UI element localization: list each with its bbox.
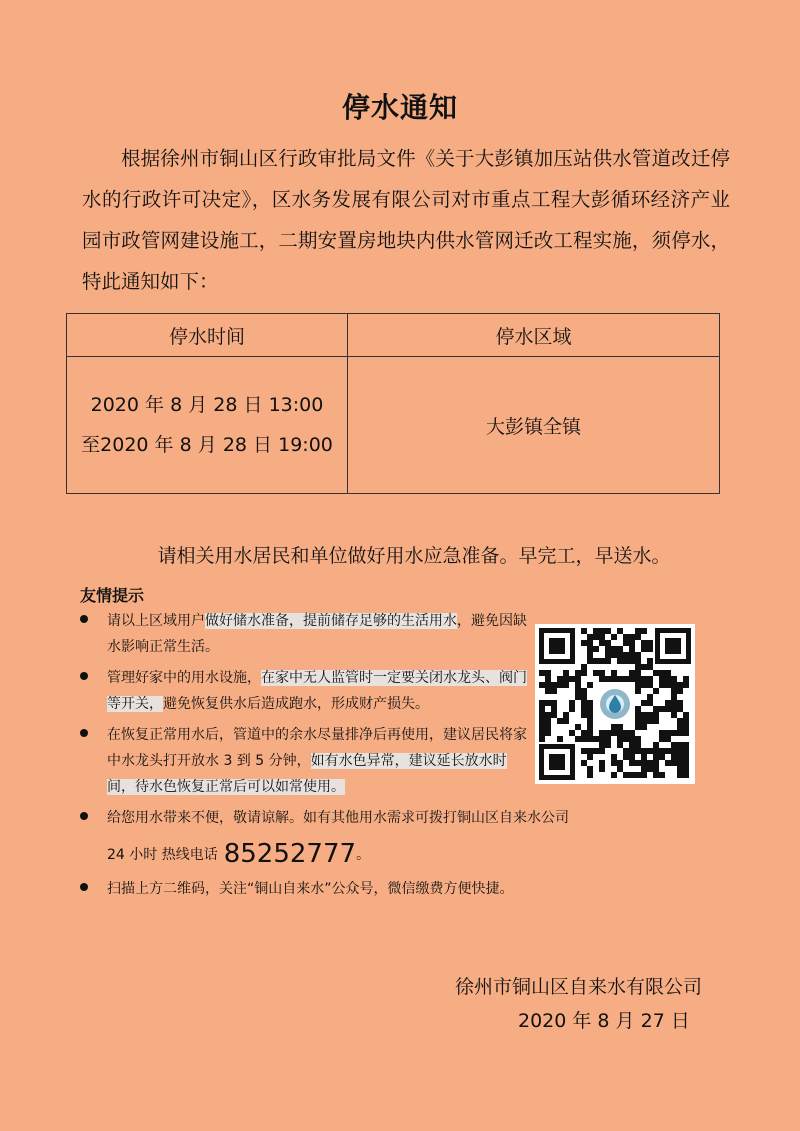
qr-module xyxy=(569,676,575,682)
qr-module xyxy=(683,772,689,778)
qr-module xyxy=(641,718,647,724)
qr-module xyxy=(587,706,593,712)
qr-module xyxy=(641,646,647,652)
qr-module xyxy=(563,682,569,688)
qr-module xyxy=(635,652,641,658)
qr-module xyxy=(581,670,587,676)
qr-module xyxy=(545,730,551,736)
qr-module xyxy=(593,646,599,652)
qr-module xyxy=(605,628,611,634)
qr-module xyxy=(593,748,599,754)
qr-module xyxy=(641,748,647,754)
qr-module xyxy=(623,658,629,664)
qr-module xyxy=(683,742,689,748)
qr-module xyxy=(635,772,641,778)
qr-module xyxy=(647,658,653,664)
qr-module xyxy=(677,748,683,754)
qr-module xyxy=(647,760,653,766)
qr-module xyxy=(587,754,593,760)
qr-module xyxy=(647,640,653,646)
qr-module xyxy=(665,700,671,706)
qr-module xyxy=(587,682,593,688)
qr-module xyxy=(641,724,647,730)
qr-module xyxy=(539,718,545,724)
qr-module xyxy=(617,646,623,652)
qr-module xyxy=(653,766,659,772)
qr-module xyxy=(659,754,665,760)
qr-module xyxy=(605,646,611,652)
qr-module xyxy=(599,628,605,634)
qr-module xyxy=(677,688,683,694)
qr-module xyxy=(581,700,587,706)
qr-module xyxy=(587,646,593,652)
qr-module xyxy=(611,634,617,640)
qr-module xyxy=(659,748,665,754)
qr-module xyxy=(623,730,629,736)
qr-module xyxy=(629,730,635,736)
qr-module xyxy=(641,628,647,634)
outage-area-cell: 大彭镇全镇 xyxy=(348,357,720,494)
qr-module xyxy=(551,706,557,712)
qr-module xyxy=(641,760,647,766)
qr-module xyxy=(653,712,659,718)
qr-module xyxy=(593,736,599,742)
tip-item: 给您用水带来不便，敬请谅解。如有其他用水需求可拨打铜山区自来水公司 24 小时 热线电话 85252777。 xyxy=(78,805,688,871)
qr-module xyxy=(647,664,653,670)
qr-module xyxy=(623,652,629,658)
qr-module xyxy=(593,670,599,676)
outage-start: 2020 年 8 月 28 日 13:00 xyxy=(90,394,324,416)
hotline-number: 85252777 xyxy=(223,839,357,869)
qr-module xyxy=(575,688,581,694)
qr-module xyxy=(677,718,683,724)
qr-module xyxy=(563,712,569,718)
qr-module xyxy=(545,718,551,724)
qr-module xyxy=(647,700,653,706)
qr-module xyxy=(569,700,575,706)
qr-module xyxy=(629,772,635,778)
qr-module xyxy=(671,748,677,754)
tips-heading: 友情提示 xyxy=(80,586,145,605)
qr-module xyxy=(635,706,641,712)
qr-module xyxy=(587,658,593,664)
qr-module xyxy=(557,682,563,688)
qr-module xyxy=(641,664,647,670)
qr-module xyxy=(671,742,677,748)
intro-paragraph: 根据徐州市铜山区行政审批局文件《关于大彭镇加压站供水管道改迁停水的行政许可决定》，区水务发展有限公司对市重点工程大彭循环经济产业园市政管网建设施工，二期安置房地块内供水管网迁改工程实施，须停水，特此通知如下： xyxy=(82,147,730,293)
qr-module xyxy=(623,772,629,778)
qr-module xyxy=(575,676,581,682)
page-title: 停水通知 xyxy=(341,91,458,124)
qr-module xyxy=(551,688,557,694)
qr-module xyxy=(671,730,677,736)
qr-module xyxy=(683,676,689,682)
qr-module xyxy=(659,682,665,688)
qr-module xyxy=(605,736,611,742)
qr-module xyxy=(671,694,677,700)
qr-module xyxy=(629,748,635,754)
qr-module xyxy=(641,766,647,772)
qr-module xyxy=(653,760,659,766)
qr-module xyxy=(641,772,647,778)
qr-module xyxy=(617,736,623,742)
qr-module xyxy=(647,766,653,772)
qr-module xyxy=(623,736,629,742)
qr-module xyxy=(641,682,647,688)
qr-module xyxy=(653,718,659,724)
qr-module xyxy=(635,724,641,730)
qr-module xyxy=(635,628,641,634)
qr-module xyxy=(671,676,677,682)
qr-module xyxy=(605,640,611,646)
qr-module xyxy=(581,640,587,646)
qr-module xyxy=(677,700,683,706)
qr-module xyxy=(617,652,623,658)
qr-module xyxy=(563,718,569,724)
qr-module xyxy=(623,634,629,640)
qr-module xyxy=(653,754,659,760)
qr-module xyxy=(581,748,587,754)
qr-module xyxy=(587,772,593,778)
qr-module xyxy=(647,646,653,652)
qr-module xyxy=(599,730,605,736)
qr-module xyxy=(599,670,605,676)
qr-module xyxy=(545,712,551,718)
qr-module xyxy=(641,640,647,646)
qr-module xyxy=(647,676,653,682)
qr-module xyxy=(599,760,605,766)
qr-module xyxy=(575,682,581,688)
qr-module xyxy=(539,736,545,742)
qr-module xyxy=(677,682,683,688)
qr-module xyxy=(653,688,659,694)
qr-module xyxy=(551,712,557,718)
qr-module xyxy=(593,628,599,634)
qr-module xyxy=(629,640,635,646)
closing-line: 请相关用水居民和单位做好用水应急准备。早完工，早送水。 xyxy=(157,545,671,567)
outage-table xyxy=(66,313,720,494)
qr-module xyxy=(671,700,677,706)
qr-module xyxy=(581,706,587,712)
qr-module xyxy=(635,670,641,676)
tip-item: 请以上区域用户做好储水准备，提前储存足够的生活用水，避免因缺水影响正常生活。 xyxy=(78,608,688,660)
bullet-icon xyxy=(80,615,88,623)
qr-module xyxy=(593,658,599,664)
qr-module xyxy=(677,754,683,760)
qr-module xyxy=(587,712,593,718)
qr-module xyxy=(671,688,677,694)
qr-module xyxy=(641,712,647,718)
qr-module xyxy=(605,730,611,736)
tip-item: 管理好家中的用水设施，在家中无人监管时一定要关闭水龙头、阀门等开关，避免恢复供水后造成跑水，形成财产损失。 xyxy=(78,665,688,717)
qr-module xyxy=(581,694,587,700)
qr-module xyxy=(683,754,689,760)
qr-module xyxy=(629,652,635,658)
qr-module xyxy=(659,670,665,676)
qr-module xyxy=(617,724,623,730)
qr-module xyxy=(611,754,617,760)
qr-module xyxy=(605,658,611,664)
qr-module xyxy=(677,766,683,772)
qr-module xyxy=(653,742,659,748)
qr-module xyxy=(581,730,587,736)
qr-module xyxy=(545,670,551,676)
qr-module xyxy=(539,670,545,676)
bullet-icon xyxy=(80,729,88,737)
qr-module xyxy=(575,736,581,742)
qr-module xyxy=(635,664,641,670)
qr-module xyxy=(683,766,689,772)
qr-module xyxy=(683,712,689,718)
qr-module xyxy=(683,748,689,754)
qr-module xyxy=(617,760,623,766)
qr-module xyxy=(617,766,623,772)
qr-module xyxy=(599,742,605,748)
bullet-icon xyxy=(80,812,88,820)
qr-module xyxy=(641,676,647,682)
qr-module xyxy=(677,706,683,712)
qr-module xyxy=(599,640,605,646)
qr-module xyxy=(647,694,653,700)
qr-module xyxy=(635,760,641,766)
qr-module xyxy=(581,712,587,718)
qr-module xyxy=(611,760,617,766)
qr-module xyxy=(677,724,683,730)
qr-module xyxy=(671,706,677,712)
qr-module xyxy=(665,748,671,754)
qr-module xyxy=(545,724,551,730)
qr-module xyxy=(647,748,653,754)
tip-item: 扫描上方二维码，关注“铜山自来水”公众号，微信缴费方便快捷。 xyxy=(78,876,688,902)
qr-module xyxy=(665,706,671,712)
qr-module xyxy=(593,634,599,640)
qr-module xyxy=(665,682,671,688)
outage-time-cell xyxy=(67,357,348,494)
qr-module xyxy=(587,748,593,754)
qr-module xyxy=(611,772,617,778)
qr-module xyxy=(653,670,659,676)
qr-module xyxy=(539,712,545,718)
qr-module xyxy=(545,676,551,682)
tip-item: 在恢复正常用水后，管道中的余水尽量排净后再使用，建议居民将家中水龙头打开放水 3 到 5 分钟，如有水色异常，建议延长放水时间，待水色恢复正常后可以如常使用。 xyxy=(78,722,688,800)
qr-module xyxy=(611,670,617,676)
qr-module xyxy=(617,658,623,664)
qr-module xyxy=(557,736,563,742)
qr-module xyxy=(581,736,587,742)
qr-code-icon[interactable] xyxy=(535,624,695,784)
qr-module xyxy=(587,652,593,658)
qr-module xyxy=(587,640,593,646)
qr-module xyxy=(569,730,575,736)
qr-module xyxy=(611,676,617,682)
qr-module xyxy=(659,772,665,778)
qr-module xyxy=(557,676,563,682)
qr-module xyxy=(581,760,587,766)
qr-module xyxy=(545,682,551,688)
qr-module xyxy=(581,628,587,634)
qr-module xyxy=(635,748,641,754)
qr-module xyxy=(647,718,653,724)
qr-module xyxy=(629,754,635,760)
qr-module xyxy=(599,634,605,640)
qr-module xyxy=(611,730,617,736)
qr-module xyxy=(629,736,635,742)
qr-module xyxy=(605,652,611,658)
qr-module xyxy=(659,676,665,682)
qr-module xyxy=(671,712,677,718)
qr-module xyxy=(599,736,605,742)
qr-module xyxy=(635,634,641,640)
qr-module xyxy=(599,676,605,682)
qr-module xyxy=(641,754,647,760)
qr-module xyxy=(575,694,581,700)
qr-module xyxy=(677,730,683,736)
qr-module xyxy=(635,742,641,748)
qr-module xyxy=(665,760,671,766)
qr-module xyxy=(569,706,575,712)
bullet-icon xyxy=(80,672,88,680)
header-outage-time: 停水时间 xyxy=(67,314,348,357)
qr-module xyxy=(683,760,689,766)
qr-module xyxy=(605,676,611,682)
qr-module xyxy=(659,736,665,742)
qr-module xyxy=(611,652,617,658)
qr-module xyxy=(659,706,665,712)
qr-module xyxy=(665,676,671,682)
qr-module xyxy=(545,700,551,706)
qr-module xyxy=(623,748,629,754)
qr-module xyxy=(545,688,551,694)
qr-module xyxy=(635,676,641,682)
qr-module xyxy=(629,676,635,682)
qr-module xyxy=(599,748,605,754)
qr-module xyxy=(587,718,593,724)
qr-module xyxy=(629,742,635,748)
qr-code-graphic xyxy=(535,624,695,784)
qr-module xyxy=(635,712,641,718)
qr-module xyxy=(683,724,689,730)
qr-module xyxy=(551,682,557,688)
qr-module xyxy=(677,760,683,766)
qr-module xyxy=(557,718,563,724)
qr-module xyxy=(629,634,635,640)
qr-module xyxy=(677,772,683,778)
qr-module xyxy=(599,658,605,664)
qr-module xyxy=(635,682,641,688)
qr-module xyxy=(617,730,623,736)
qr-module xyxy=(617,628,623,634)
qr-module xyxy=(641,700,647,706)
qr-module xyxy=(671,760,677,766)
qr-module xyxy=(539,700,545,706)
qr-module xyxy=(587,700,593,706)
qr-module xyxy=(683,718,689,724)
qr-module xyxy=(599,766,605,772)
issuer-organization: 徐州市铜山区自来水有限公司 xyxy=(455,976,703,998)
qr-module xyxy=(605,742,611,748)
qr-module xyxy=(665,736,671,742)
qr-module xyxy=(551,700,557,706)
qr-module xyxy=(587,634,593,640)
qr-module xyxy=(665,670,671,676)
qr-module xyxy=(617,742,623,748)
qr-module xyxy=(575,724,581,730)
qr-module xyxy=(575,670,581,676)
qr-module xyxy=(659,730,665,736)
qr-module xyxy=(683,682,689,688)
qr-module xyxy=(629,658,635,664)
qr-module xyxy=(611,724,617,730)
issue-date: 2020 年 8 月 27 日 xyxy=(518,1010,690,1032)
qr-module xyxy=(653,706,659,712)
qr-module xyxy=(653,748,659,754)
qr-module xyxy=(587,724,593,730)
qr-module xyxy=(581,688,587,694)
qr-module xyxy=(617,676,623,682)
qr-module xyxy=(623,640,629,646)
qr-module xyxy=(539,730,545,736)
qr-module xyxy=(635,658,641,664)
qr-module xyxy=(623,676,629,682)
qr-module xyxy=(647,712,653,718)
qr-module xyxy=(635,736,641,742)
qr-module xyxy=(587,730,593,736)
qr-module xyxy=(629,646,635,652)
qr-module xyxy=(539,682,545,688)
bullet-icon xyxy=(80,883,88,891)
qr-module xyxy=(665,730,671,736)
qr-module xyxy=(653,772,659,778)
qr-module xyxy=(611,646,617,652)
qr-module xyxy=(587,736,593,742)
qr-module xyxy=(635,718,641,724)
qr-module xyxy=(623,754,629,760)
qr-module xyxy=(581,664,587,670)
qr-module xyxy=(587,766,593,772)
qr-module xyxy=(629,670,635,676)
qr-module xyxy=(647,682,653,688)
outage-end: 至2020 年 8 月 28 日 19:00 xyxy=(81,434,333,456)
qr-module xyxy=(635,688,641,694)
qr-module xyxy=(677,742,683,748)
qr-module xyxy=(683,730,689,736)
header-outage-area: 停水区域 xyxy=(348,314,720,357)
qr-module xyxy=(563,676,569,682)
qr-module xyxy=(629,760,635,766)
qr-module xyxy=(539,706,545,712)
qr-module xyxy=(671,682,677,688)
qr-module xyxy=(539,724,545,730)
qr-module xyxy=(563,670,569,676)
qr-module xyxy=(671,754,677,760)
